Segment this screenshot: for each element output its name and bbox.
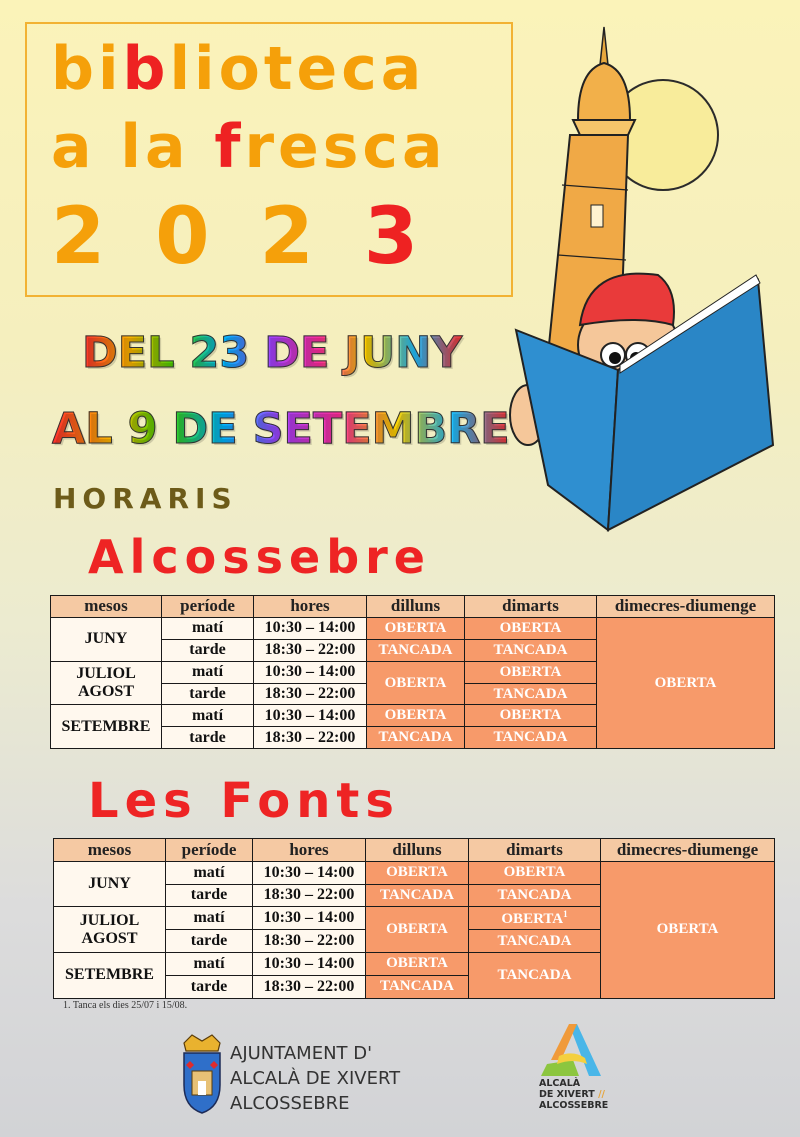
- table-row: [51, 617, 775, 639]
- header-dimecres-diumenge: dimecres-diumenge: [601, 839, 775, 862]
- status-cell: TANCADA: [367, 727, 465, 749]
- period-cell: tarde: [166, 975, 253, 998]
- header-mesos: mesos: [51, 596, 162, 618]
- schedule-table-alcossebre: [50, 595, 775, 749]
- hours-cell: 10:30 – 14:00: [253, 952, 366, 975]
- hours-cell: 10:30 – 14:00: [253, 907, 366, 930]
- date-range-end: AL 9 DE SETEMBRE: [52, 404, 510, 454]
- table-header-row: [54, 839, 775, 862]
- header-dilluns: dilluns: [367, 596, 465, 618]
- period-cell: matí: [166, 861, 253, 884]
- hours-cell: 10:30 – 14:00: [254, 617, 367, 639]
- alcala-xivert-logo-text: ALCALÀ DE XIVERT // ALCOSSEBRE: [539, 1078, 609, 1111]
- status-cell: OBERTA: [367, 617, 465, 639]
- table-header-row: [51, 596, 775, 618]
- status-cell: TANCADA: [367, 639, 465, 661]
- status-cell: OBERTA: [366, 861, 469, 884]
- header-periode: període: [162, 596, 254, 618]
- month-cell: SETEMBRE: [54, 952, 166, 998]
- town-heading-les-fonts: Les Fonts: [88, 773, 400, 829]
- tower-spire: [600, 27, 608, 65]
- month-cell: JULIOL AGOST: [51, 661, 162, 705]
- header-mesos: mesos: [54, 839, 166, 862]
- period-cell: tarde: [162, 683, 254, 705]
- table-row: [54, 861, 775, 884]
- hours-cell: 10:30 – 14:00: [253, 861, 366, 884]
- status-cell-weekend: OBERTA: [601, 861, 775, 998]
- month-cell: JUNY: [51, 617, 162, 661]
- month-cell: JULIOL AGOST: [54, 907, 166, 953]
- header-periode: període: [166, 839, 253, 862]
- alcala-xivert-logo: [537, 1020, 617, 1120]
- header-dilluns: dilluns: [366, 839, 469, 862]
- header-dimecres-diumenge: dimecres-diumenge: [597, 596, 775, 618]
- hours-cell: 18:30 – 22:00: [253, 975, 366, 998]
- hours-cell: 18:30 – 22:00: [254, 639, 367, 661]
- month-cell: JUNY: [54, 861, 166, 907]
- period-cell: tarde: [166, 930, 253, 953]
- ajuntament-text: AJUNTAMENT D' ALCALÀ DE XIVERT ALCOSSEBRE: [230, 1043, 401, 1114]
- status-cell: OBERTA: [366, 907, 469, 953]
- status-cell: TANCADA: [366, 884, 469, 907]
- status-cell: TANCADA: [469, 884, 601, 907]
- date-range-start: DEL 23 DE JUNY: [82, 328, 463, 378]
- status-cell: OBERTA: [465, 617, 597, 639]
- period-cell: matí: [162, 705, 254, 727]
- period-cell: matí: [166, 907, 253, 930]
- title-year: 2023: [51, 192, 469, 282]
- period-cell: tarde: [166, 884, 253, 907]
- status-cell: OBERTA: [367, 661, 465, 705]
- reading-boy-illustration: [508, 25, 798, 535]
- footnote: 1. Tanca els dies 25/07 i 15/08.: [63, 1000, 188, 1011]
- status-cell: TANCADA: [465, 639, 597, 661]
- title-line-1: biblioteca: [51, 34, 426, 104]
- title-line-2: a la fresca: [51, 112, 447, 182]
- period-cell: tarde: [162, 727, 254, 749]
- status-cell: TANCADA: [366, 975, 469, 998]
- schedule-table-les-fonts: [53, 838, 775, 999]
- header-hores: hores: [254, 596, 367, 618]
- town-heading-alcossebre: Alcossebre: [88, 530, 432, 584]
- status-cell: TANCADA: [465, 727, 597, 749]
- horaris-heading: HORARIS: [53, 482, 238, 515]
- hours-cell: 18:30 – 22:00: [253, 930, 366, 953]
- status-cell: OBERTA: [469, 861, 601, 884]
- status-cell: OBERTA: [465, 661, 597, 683]
- header-dimarts: dimarts: [465, 596, 597, 618]
- status-cell: OBERTA: [367, 705, 465, 727]
- status-cell: TANCADA: [465, 683, 597, 705]
- mountain-a-icon: [539, 1020, 609, 1080]
- status-cell: OBERTA: [465, 705, 597, 727]
- status-cell: OBERTA$^1$: [469, 907, 601, 930]
- hours-cell: 18:30 – 22:00: [254, 683, 367, 705]
- title-box: [25, 22, 513, 297]
- header-dimarts: dimarts: [469, 839, 601, 862]
- ajuntament-logo: [178, 1033, 428, 1118]
- status-cell: TANCADA: [469, 952, 601, 998]
- status-cell-weekend: OBERTA: [597, 617, 775, 748]
- hours-cell: 10:30 – 14:00: [254, 705, 367, 727]
- month-cell: SETEMBRE: [51, 705, 162, 749]
- hours-cell: 10:30 – 14:00: [254, 661, 367, 683]
- period-cell: matí: [162, 617, 254, 639]
- period-cell: tarde: [162, 639, 254, 661]
- status-cell: OBERTA: [366, 952, 469, 975]
- period-cell: matí: [166, 952, 253, 975]
- hours-cell: 18:30 – 22:00: [254, 727, 367, 749]
- period-cell: matí: [162, 661, 254, 683]
- hours-cell: 18:30 – 22:00: [253, 884, 366, 907]
- coat-of-arms-icon: [178, 1033, 226, 1115]
- header-hores: hores: [253, 839, 366, 862]
- status-cell: TANCADA: [469, 930, 601, 953]
